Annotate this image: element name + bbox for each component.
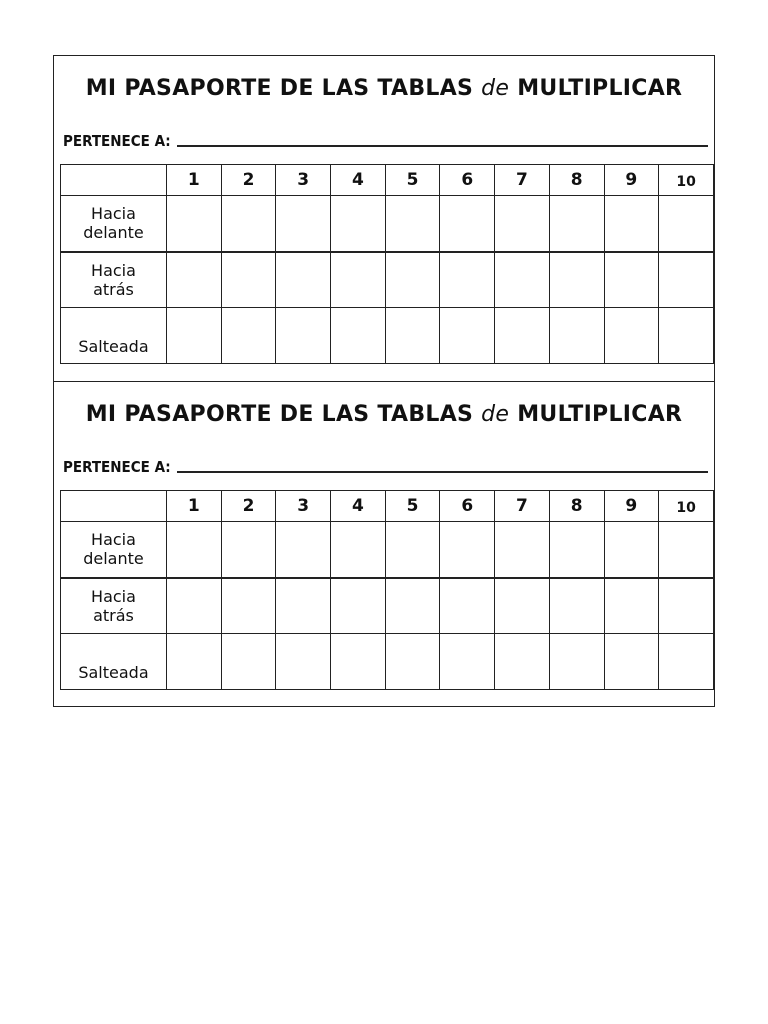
check-cell[interactable]	[221, 578, 276, 634]
check-cell[interactable]	[167, 578, 222, 634]
owner-field	[63, 454, 708, 476]
check-cell[interactable]	[659, 308, 714, 364]
column-header: 5	[385, 491, 440, 522]
check-cell[interactable]	[549, 252, 604, 308]
column-header: 2	[221, 165, 276, 196]
check-cell[interactable]	[385, 634, 440, 690]
title-part-1: MI PASAPORTE DE LAS TABLAS	[85, 402, 474, 427]
table-header-row	[61, 491, 714, 522]
check-cell[interactable]	[440, 196, 495, 252]
column-header: 9	[604, 491, 659, 522]
card-title	[54, 402, 714, 427]
check-cell[interactable]	[167, 634, 222, 690]
row-label-line-2: atrás	[93, 605, 134, 625]
check-cell[interactable]	[604, 196, 659, 252]
row-label-cell	[61, 196, 167, 252]
check-cell[interactable]	[385, 578, 440, 634]
column-header: 2	[221, 491, 276, 522]
column-header: 3	[276, 491, 331, 522]
row-label-cell	[61, 522, 167, 578]
column-header: 6	[440, 491, 495, 522]
passport-sheet	[53, 55, 715, 707]
column-header: 6	[440, 165, 495, 196]
check-cell[interactable]	[331, 578, 386, 634]
check-cell[interactable]	[221, 634, 276, 690]
column-header: 7	[495, 491, 550, 522]
table-row-forward	[61, 196, 714, 252]
card-divider	[54, 381, 714, 382]
row-label-cell	[61, 634, 167, 690]
row-label-line-1: Hacia	[91, 260, 136, 280]
owner-field	[63, 128, 708, 150]
check-cell[interactable]	[331, 252, 386, 308]
column-header: 8	[549, 491, 604, 522]
check-cell[interactable]	[604, 308, 659, 364]
table-row-backward	[61, 578, 714, 634]
check-cell[interactable]	[549, 308, 604, 364]
check-cell[interactable]	[604, 522, 659, 578]
check-cell[interactable]	[331, 522, 386, 578]
table-row-backward	[61, 252, 714, 308]
row-label-cell	[61, 252, 167, 308]
row-label-line-1: Hacia	[91, 586, 136, 606]
row-label-line-2: atrás	[93, 279, 134, 299]
progress-table	[60, 164, 714, 364]
check-cell[interactable]	[221, 196, 276, 252]
check-cell[interactable]	[276, 252, 331, 308]
table-row-forward	[61, 522, 714, 578]
check-cell[interactable]	[495, 634, 550, 690]
check-cell[interactable]	[221, 308, 276, 364]
check-cell[interactable]	[440, 522, 495, 578]
row-label-line-1: Hacia	[91, 204, 136, 224]
row-label-line-2: Salteada	[78, 663, 149, 682]
check-cell[interactable]	[440, 308, 495, 364]
check-cell[interactable]	[385, 196, 440, 252]
owner-label: PERTENECE A:	[63, 458, 171, 476]
column-header: 1	[167, 491, 222, 522]
passport-card-2	[54, 382, 714, 707]
check-cell[interactable]	[440, 578, 495, 634]
check-cell[interactable]	[659, 522, 714, 578]
check-cell[interactable]	[495, 578, 550, 634]
owner-write-line[interactable]	[177, 145, 708, 147]
column-header: 7	[495, 165, 550, 196]
card-title	[54, 76, 714, 101]
column-header: 5	[385, 165, 440, 196]
title-part-1: MI PASAPORTE DE LAS TABLAS	[85, 76, 474, 101]
check-cell[interactable]	[549, 634, 604, 690]
corner-cell	[61, 491, 167, 522]
check-cell[interactable]	[276, 634, 331, 690]
check-cell[interactable]	[167, 522, 222, 578]
check-cell[interactable]	[331, 634, 386, 690]
progress-table	[60, 490, 714, 690]
check-cell[interactable]	[495, 196, 550, 252]
check-cell[interactable]	[495, 522, 550, 578]
check-cell[interactable]	[331, 308, 386, 364]
column-header: 8	[549, 165, 604, 196]
check-cell[interactable]	[495, 308, 550, 364]
check-cell[interactable]	[604, 578, 659, 634]
title-part-3: MULTIPLICAR	[517, 402, 683, 427]
check-cell[interactable]	[659, 252, 714, 308]
check-cell[interactable]	[549, 196, 604, 252]
column-header: 4	[331, 165, 386, 196]
check-cell[interactable]	[167, 196, 222, 252]
check-cell[interactable]	[276, 578, 331, 634]
check-cell[interactable]	[167, 308, 222, 364]
column-header: 3	[276, 165, 331, 196]
column-header: 4	[331, 491, 386, 522]
check-cell[interactable]	[385, 252, 440, 308]
row-label-line-2: Salteada	[78, 337, 149, 356]
row-label-cell	[61, 308, 167, 364]
check-cell[interactable]	[331, 196, 386, 252]
check-cell[interactable]	[276, 308, 331, 364]
column-header: 1	[167, 165, 222, 196]
check-cell[interactable]	[276, 522, 331, 578]
column-header: 9	[604, 165, 659, 196]
check-cell[interactable]	[604, 252, 659, 308]
check-cell[interactable]	[276, 196, 331, 252]
check-cell[interactable]	[659, 196, 714, 252]
check-cell[interactable]	[549, 578, 604, 634]
check-cell[interactable]	[221, 522, 276, 578]
title-part-2: de	[481, 402, 510, 427]
row-label-cell	[61, 578, 167, 634]
table-row-skip	[61, 634, 714, 690]
check-cell[interactable]	[440, 634, 495, 690]
owner-write-line[interactable]	[177, 471, 708, 473]
check-cell[interactable]	[495, 252, 550, 308]
table-header-row	[61, 165, 714, 196]
check-cell[interactable]	[604, 634, 659, 690]
check-cell[interactable]	[549, 522, 604, 578]
check-cell[interactable]	[385, 308, 440, 364]
title-part-2: de	[481, 76, 510, 101]
check-cell[interactable]	[385, 522, 440, 578]
row-label-line-2: delante	[83, 549, 144, 569]
check-cell[interactable]	[659, 634, 714, 690]
title-part-3: MULTIPLICAR	[517, 76, 683, 101]
corner-cell	[61, 165, 167, 196]
owner-label: PERTENECE A:	[63, 132, 171, 150]
check-cell[interactable]	[221, 252, 276, 308]
check-cell[interactable]	[440, 252, 495, 308]
row-label-line-2: delante	[83, 223, 144, 243]
table-row-skip	[61, 308, 714, 364]
check-cell[interactable]	[659, 578, 714, 634]
column-header: 10	[659, 491, 714, 522]
passport-card-1	[54, 56, 714, 381]
row-label-line-1: Hacia	[91, 530, 136, 550]
check-cell[interactable]	[167, 252, 222, 308]
column-header: 10	[659, 165, 714, 196]
